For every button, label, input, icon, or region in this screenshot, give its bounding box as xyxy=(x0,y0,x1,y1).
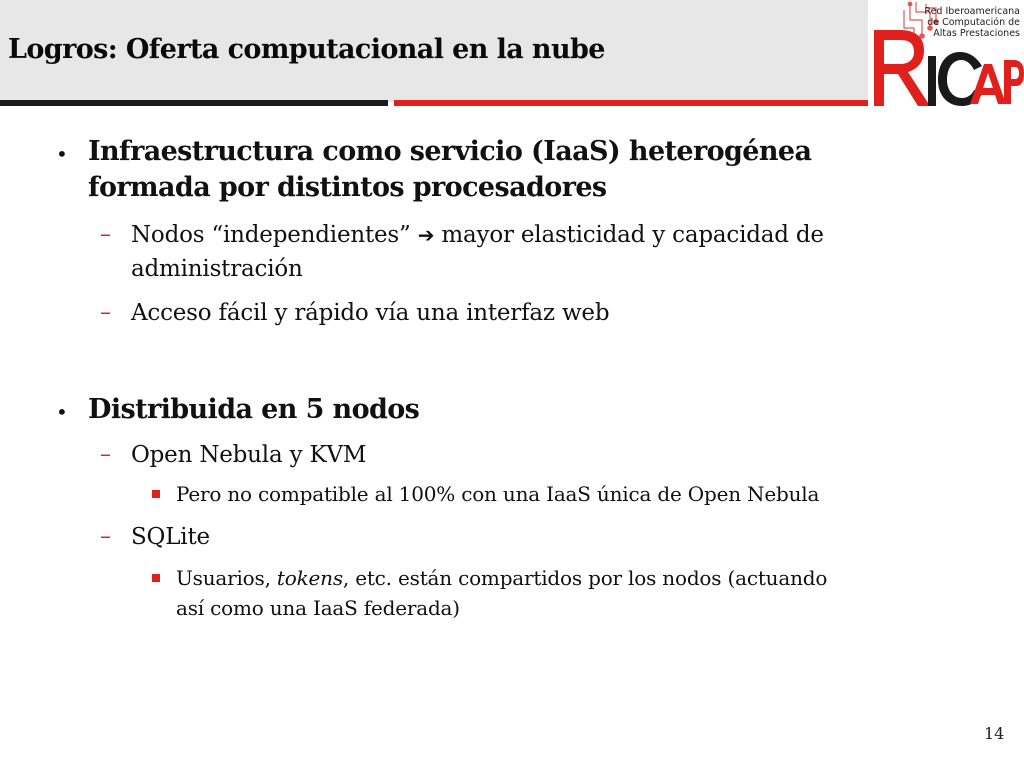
page-number: 14 xyxy=(984,724,1005,743)
logo-caption-line: Red Iberoamericana xyxy=(924,6,1020,17)
text-run: , etc. están compartidos por los nodos (actuando xyxy=(342,566,828,590)
bullet-text: Infraestructura como servicio (IaaS) heterogénea xyxy=(88,136,812,167)
sub-item-text xyxy=(131,222,824,248)
sub-item-text: administración xyxy=(131,256,303,282)
sub-sub-item-text: Pero no compatible al 100% con una IaaS única de Open Nebula xyxy=(176,482,820,506)
sub-dash: – xyxy=(100,524,111,549)
sub-dash: – xyxy=(100,300,111,325)
italic-text: tokens xyxy=(276,566,343,590)
sub-item-suffix: mayor elasticidad y capacidad de xyxy=(441,222,824,248)
sub-dash: – xyxy=(100,222,111,247)
sub-item-text: Open Nebula y KVM xyxy=(131,442,367,468)
bullet-text: Distribuida en 5 nodos xyxy=(88,394,420,425)
sub-item-text: SQLite xyxy=(131,524,210,550)
bullet-text: formada por distintos procesadores xyxy=(88,172,607,203)
sub-sub-item-text: así como una IaaS federada) xyxy=(176,596,460,620)
logo-caption-line: Altas Prestaciones xyxy=(933,28,1020,39)
logo-caption-line: de Computación de xyxy=(927,17,1020,28)
sub-sub-item-text xyxy=(176,566,827,590)
bullet-dot: • xyxy=(56,400,68,424)
sub-item-text: Acceso fácil y rápido vía una interfaz web xyxy=(131,300,610,326)
bullet-dot: • xyxy=(56,142,68,166)
square-bullet-icon xyxy=(152,490,160,498)
sub-item-prefix: Nodos “independientes” xyxy=(131,222,411,248)
sub-dash: – xyxy=(100,442,111,467)
square-bullet-icon xyxy=(152,574,160,582)
text-run: Usuarios, xyxy=(176,566,277,590)
arrow-right-icon: ➔ xyxy=(417,223,435,247)
slide-title: Logros: Oferta computacional en la nube xyxy=(8,34,605,65)
